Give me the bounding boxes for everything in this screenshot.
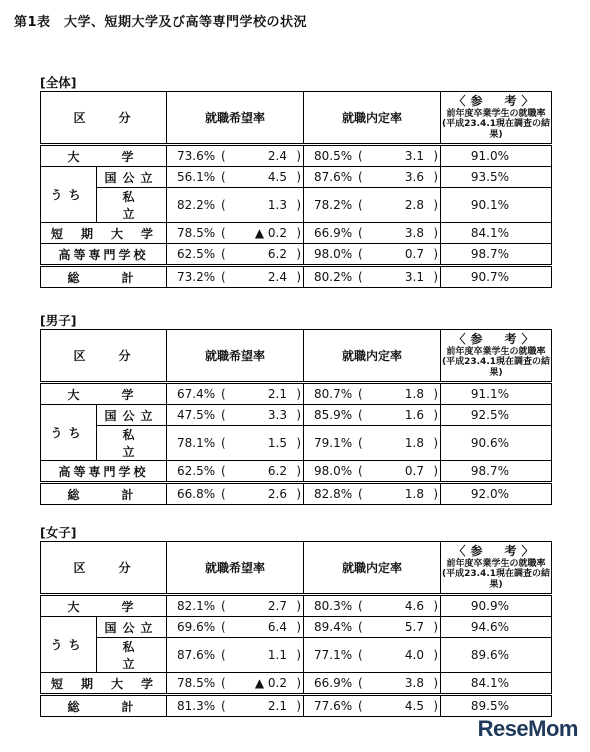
hope-rate-value: 73.2% [177, 270, 216, 284]
close-paren: ) [296, 699, 302, 713]
placement-rate-cell [304, 167, 441, 188]
status-table [40, 91, 552, 288]
close-paren: ) [296, 149, 302, 163]
placement-rate-cell [304, 188, 441, 223]
reference-rate-value: 84.1% [441, 223, 552, 244]
placement-rate-value: 98.0% [314, 247, 353, 261]
table-row [41, 617, 552, 638]
close-paren: ) [433, 170, 439, 184]
close-paren: ) [296, 247, 302, 261]
hope-rate-change: 6.2 [267, 464, 288, 478]
row-label-sokei: 総 計 [41, 695, 167, 717]
close-paren: ) [296, 648, 302, 662]
resemom-logo: ReseMom [477, 716, 578, 741]
reference-rate-value: 90.9% [441, 595, 552, 617]
reference-rate-value: 92.0% [441, 483, 552, 505]
hope-rate-cell [167, 266, 304, 288]
close-paren: ) [296, 487, 302, 501]
header-reference [441, 92, 552, 145]
close-paren: ) [433, 648, 439, 662]
reference-rate-value: 93.5% [441, 167, 552, 188]
hope-rate-change: 1.1 [267, 648, 288, 662]
row-label-uchi: うち [41, 167, 97, 223]
placement-rate-value: 80.2% [314, 270, 353, 284]
reference-rate-value: 90.1% [441, 188, 552, 223]
close-paren: ) [433, 620, 439, 634]
hope-rate-change: 2.7 [267, 599, 288, 613]
open-paren: ( [358, 170, 363, 184]
open-paren: ( [221, 599, 226, 613]
close-paren: ) [296, 198, 302, 212]
hope-rate-value: 82.2% [177, 198, 216, 212]
open-paren: ( [221, 464, 226, 478]
placement-rate-cell [304, 426, 441, 461]
placement-rate-cell [304, 383, 441, 405]
hope-rate-change: 2.4 [267, 149, 288, 163]
reference-note: (平成23.4.1現在調査の結果) [442, 357, 551, 378]
open-paren: ( [358, 676, 363, 690]
section-label: [全体] [40, 75, 77, 90]
hope-rate-cell [167, 145, 304, 167]
status-table [40, 329, 552, 505]
reference-rate-value: 94.6% [441, 617, 552, 638]
reference-rate-value: 91.0% [441, 145, 552, 167]
close-paren: ) [296, 170, 302, 184]
table-row [41, 638, 552, 673]
reference-rate-value: 90.7% [441, 266, 552, 288]
placement-rate-change: 4.0 [404, 648, 425, 662]
open-paren: ( [221, 170, 226, 184]
hope-rate-value: 56.1% [177, 170, 216, 184]
open-paren: ( [358, 648, 363, 662]
hope-rate-cell [167, 426, 304, 461]
placement-rate-change: 3.8 [404, 676, 425, 690]
reference-rate-value: 98.7% [441, 461, 552, 483]
open-paren: ( [221, 270, 226, 284]
row-label-koto: 高等専門学校 [41, 244, 167, 266]
open-paren: ( [221, 387, 226, 401]
open-paren: ( [358, 699, 363, 713]
placement-rate-value: 80.5% [314, 149, 353, 163]
hope-rate-cell [167, 167, 304, 188]
placement-rate-cell [304, 145, 441, 167]
placement-rate-cell [304, 266, 441, 288]
hope-rate-value: 78.5% [177, 676, 216, 690]
close-paren: ) [433, 599, 439, 613]
open-paren: ( [358, 436, 363, 450]
hope-rate-change: ▲ 0.2 [254, 676, 288, 690]
placement-rate-value: 87.6% [314, 170, 353, 184]
placement-rate-change: 3.6 [404, 170, 425, 184]
hope-rate-change: 4.5 [267, 170, 288, 184]
placement-rate-change: 4.6 [404, 599, 425, 613]
table-row [41, 188, 552, 223]
close-paren: ) [433, 247, 439, 261]
close-paren: ) [433, 436, 439, 450]
reference-title: 〈参 考〉 [453, 544, 539, 559]
table-row [41, 145, 552, 167]
placement-rate-change: 1.8 [404, 387, 425, 401]
table-row [41, 223, 552, 244]
section-label: [女子] [40, 525, 77, 540]
hope-rate-value: 78.5% [177, 226, 216, 240]
placement-rate-cell [304, 461, 441, 483]
open-paren: ( [358, 226, 363, 240]
row-label-kokkoritsu: 国公立 [97, 617, 167, 638]
hope-rate-cell [167, 483, 304, 505]
row-label-shiritsu: 私 立 [97, 638, 167, 673]
close-paren: ) [296, 270, 302, 284]
placement-rate-cell [304, 673, 441, 695]
close-paren: ) [296, 387, 302, 401]
hope-rate-change: 3.3 [267, 408, 288, 422]
open-paren: ( [358, 599, 363, 613]
hope-rate-cell [167, 617, 304, 638]
reference-subtitle: 前年度卒業学生の就職率 [446, 558, 546, 569]
open-paren: ( [358, 408, 363, 422]
row-label-uchi: うち [41, 617, 97, 673]
placement-rate-cell [304, 483, 441, 505]
reference-note: (平成23.4.1現在調査の結果) [442, 569, 551, 590]
placement-rate-value: 79.1% [314, 436, 353, 450]
placement-rate-value: 77.6% [314, 699, 353, 713]
open-paren: ( [221, 149, 226, 163]
table-row [41, 483, 552, 505]
reference-title: 〈参 考〉 [453, 332, 539, 347]
close-paren: ) [433, 699, 439, 713]
placement-rate-change: 3.1 [404, 270, 425, 284]
open-paren: ( [358, 247, 363, 261]
hope-rate-change: 2.1 [267, 387, 288, 401]
hope-rate-cell [167, 461, 304, 483]
placement-rate-change: 3.1 [404, 149, 425, 163]
open-paren: ( [358, 620, 363, 634]
close-paren: ) [296, 226, 302, 240]
hope-rate-change: ▲ 0.2 [254, 226, 288, 240]
header-row [41, 542, 552, 595]
status-table [40, 541, 552, 717]
row-label-kokkoritsu: 国公立 [97, 405, 167, 426]
table-row [41, 673, 552, 695]
section-label: [男子] [40, 313, 77, 328]
open-paren: ( [221, 247, 226, 261]
reference-subtitle: 前年度卒業学生の就職率 [446, 108, 546, 119]
hope-rate-cell [167, 405, 304, 426]
header-placement-rate: 就職内定率 [304, 92, 441, 145]
placement-rate-cell [304, 244, 441, 266]
header-category: 区 分 [41, 330, 167, 383]
close-paren: ) [433, 676, 439, 690]
hope-rate-value: 66.8% [177, 487, 216, 501]
open-paren: ( [221, 620, 226, 634]
placement-rate-value: 98.0% [314, 464, 353, 478]
placement-rate-change: 1.8 [404, 487, 425, 501]
hope-rate-cell [167, 383, 304, 405]
placement-rate-value: 82.8% [314, 487, 353, 501]
placement-rate-change: 1.8 [404, 436, 425, 450]
reference-rate-value: 89.6% [441, 638, 552, 673]
hope-rate-change: 1.3 [267, 198, 288, 212]
open-paren: ( [358, 487, 363, 501]
placement-rate-change: 5.7 [404, 620, 425, 634]
reference-subtitle: 前年度卒業学生の就職率 [446, 346, 546, 357]
row-label-shiritsu: 私 立 [97, 188, 167, 223]
header-placement-rate: 就職内定率 [304, 542, 441, 595]
row-label-shiritsu: 私 立 [97, 426, 167, 461]
placement-rate-value: 78.2% [314, 198, 353, 212]
close-paren: ) [296, 464, 302, 478]
reference-title: 〈参 考〉 [453, 94, 539, 109]
close-paren: ) [296, 436, 302, 450]
close-paren: ) [296, 408, 302, 422]
page-title: 第1表 大学、短期大学及び高等専門学校の状況 [14, 15, 308, 30]
placement-rate-value: 80.3% [314, 599, 353, 613]
open-paren: ( [221, 648, 226, 662]
placement-rate-value: 66.9% [314, 676, 353, 690]
hope-rate-value: 67.4% [177, 387, 216, 401]
header-category: 区 分 [41, 92, 167, 145]
open-paren: ( [358, 464, 363, 478]
open-paren: ( [221, 487, 226, 501]
hope-rate-cell [167, 673, 304, 695]
close-paren: ) [433, 226, 439, 240]
open-paren: ( [221, 436, 226, 450]
open-paren: ( [358, 270, 363, 284]
row-label-tanki: 短 期 大 学 [41, 673, 167, 695]
header-reference [441, 542, 552, 595]
table-row [41, 405, 552, 426]
open-paren: ( [358, 149, 363, 163]
placement-rate-change: 0.7 [404, 247, 425, 261]
hope-rate-change: 6.2 [267, 247, 288, 261]
placement-rate-cell [304, 223, 441, 244]
placement-rate-value: 66.9% [314, 226, 353, 240]
open-paren: ( [221, 699, 226, 713]
hope-rate-cell [167, 638, 304, 673]
row-label-daigaku: 大 学 [41, 595, 167, 617]
hope-rate-cell [167, 695, 304, 717]
table-row [41, 461, 552, 483]
placement-rate-change: 3.8 [404, 226, 425, 240]
hope-rate-change: 2.6 [267, 487, 288, 501]
hope-rate-value: 62.5% [177, 247, 216, 261]
row-label-sokei: 総 計 [41, 266, 167, 288]
close-paren: ) [433, 464, 439, 478]
table-row [41, 426, 552, 461]
hope-rate-value: 82.1% [177, 599, 216, 613]
close-paren: ) [433, 270, 439, 284]
reference-rate-value: 98.7% [441, 244, 552, 266]
row-label-koto: 高等専門学校 [41, 461, 167, 483]
open-paren: ( [221, 198, 226, 212]
hope-rate-cell [167, 595, 304, 617]
close-paren: ) [433, 198, 439, 212]
hope-rate-cell [167, 188, 304, 223]
reference-rate-value: 92.5% [441, 405, 552, 426]
hope-rate-value: 78.1% [177, 436, 216, 450]
placement-rate-cell [304, 617, 441, 638]
hope-rate-change: 2.4 [267, 270, 288, 284]
close-paren: ) [433, 408, 439, 422]
reference-rate-value: 90.6% [441, 426, 552, 461]
hope-rate-value: 69.6% [177, 620, 216, 634]
placement-rate-change: 1.6 [404, 408, 425, 422]
header-row [41, 92, 552, 145]
row-label-daigaku: 大 学 [41, 145, 167, 167]
reference-rate-value: 84.1% [441, 673, 552, 695]
row-label-tanki: 短 期 大 学 [41, 223, 167, 244]
hope-rate-change: 1.5 [267, 436, 288, 450]
table-row [41, 266, 552, 288]
row-label-daigaku: 大 学 [41, 383, 167, 405]
placement-rate-change: 4.5 [404, 699, 425, 713]
header-reference [441, 330, 552, 383]
placement-rate-value: 77.1% [314, 648, 353, 662]
header-row [41, 330, 552, 383]
close-paren: ) [433, 487, 439, 501]
close-paren: ) [296, 620, 302, 634]
header-hope-rate: 就職希望率 [167, 92, 304, 145]
table-row [41, 167, 552, 188]
placement-rate-cell [304, 638, 441, 673]
table-row [41, 695, 552, 717]
placement-rate-change: 0.7 [404, 464, 425, 478]
placement-rate-value: 80.7% [314, 387, 353, 401]
close-paren: ) [296, 599, 302, 613]
placement-rate-value: 89.4% [314, 620, 353, 634]
table-row [41, 595, 552, 617]
close-paren: ) [433, 387, 439, 401]
hope-rate-value: 73.6% [177, 149, 216, 163]
reference-rate-value: 91.1% [441, 383, 552, 405]
header-category: 区 分 [41, 542, 167, 595]
open-paren: ( [221, 676, 226, 690]
header-hope-rate: 就職希望率 [167, 542, 304, 595]
header-placement-rate: 就職内定率 [304, 330, 441, 383]
placement-rate-cell [304, 695, 441, 717]
hope-rate-value: 81.3% [177, 699, 216, 713]
hope-rate-cell [167, 244, 304, 266]
row-label-sokei: 総 計 [41, 483, 167, 505]
hope-rate-change: 2.1 [267, 699, 288, 713]
open-paren: ( [358, 198, 363, 212]
row-label-kokkoritsu: 国公立 [97, 167, 167, 188]
hope-rate-change: 6.4 [267, 620, 288, 634]
placement-rate-value: 85.9% [314, 408, 353, 422]
placement-rate-cell [304, 405, 441, 426]
row-label-uchi: うち [41, 405, 97, 461]
hope-rate-value: 47.5% [177, 408, 216, 422]
open-paren: ( [358, 387, 363, 401]
placement-rate-cell [304, 595, 441, 617]
placement-rate-change: 2.8 [404, 198, 425, 212]
open-paren: ( [221, 226, 226, 240]
hope-rate-value: 62.5% [177, 464, 216, 478]
close-paren: ) [296, 676, 302, 690]
table-row [41, 383, 552, 405]
header-hope-rate: 就職希望率 [167, 330, 304, 383]
table-row [41, 244, 552, 266]
hope-rate-cell [167, 223, 304, 244]
close-paren: ) [433, 149, 439, 163]
reference-rate-value: 89.5% [441, 695, 552, 717]
reference-note: (平成23.4.1現在調査の結果) [442, 119, 551, 140]
open-paren: ( [221, 408, 226, 422]
hope-rate-value: 87.6% [177, 648, 216, 662]
